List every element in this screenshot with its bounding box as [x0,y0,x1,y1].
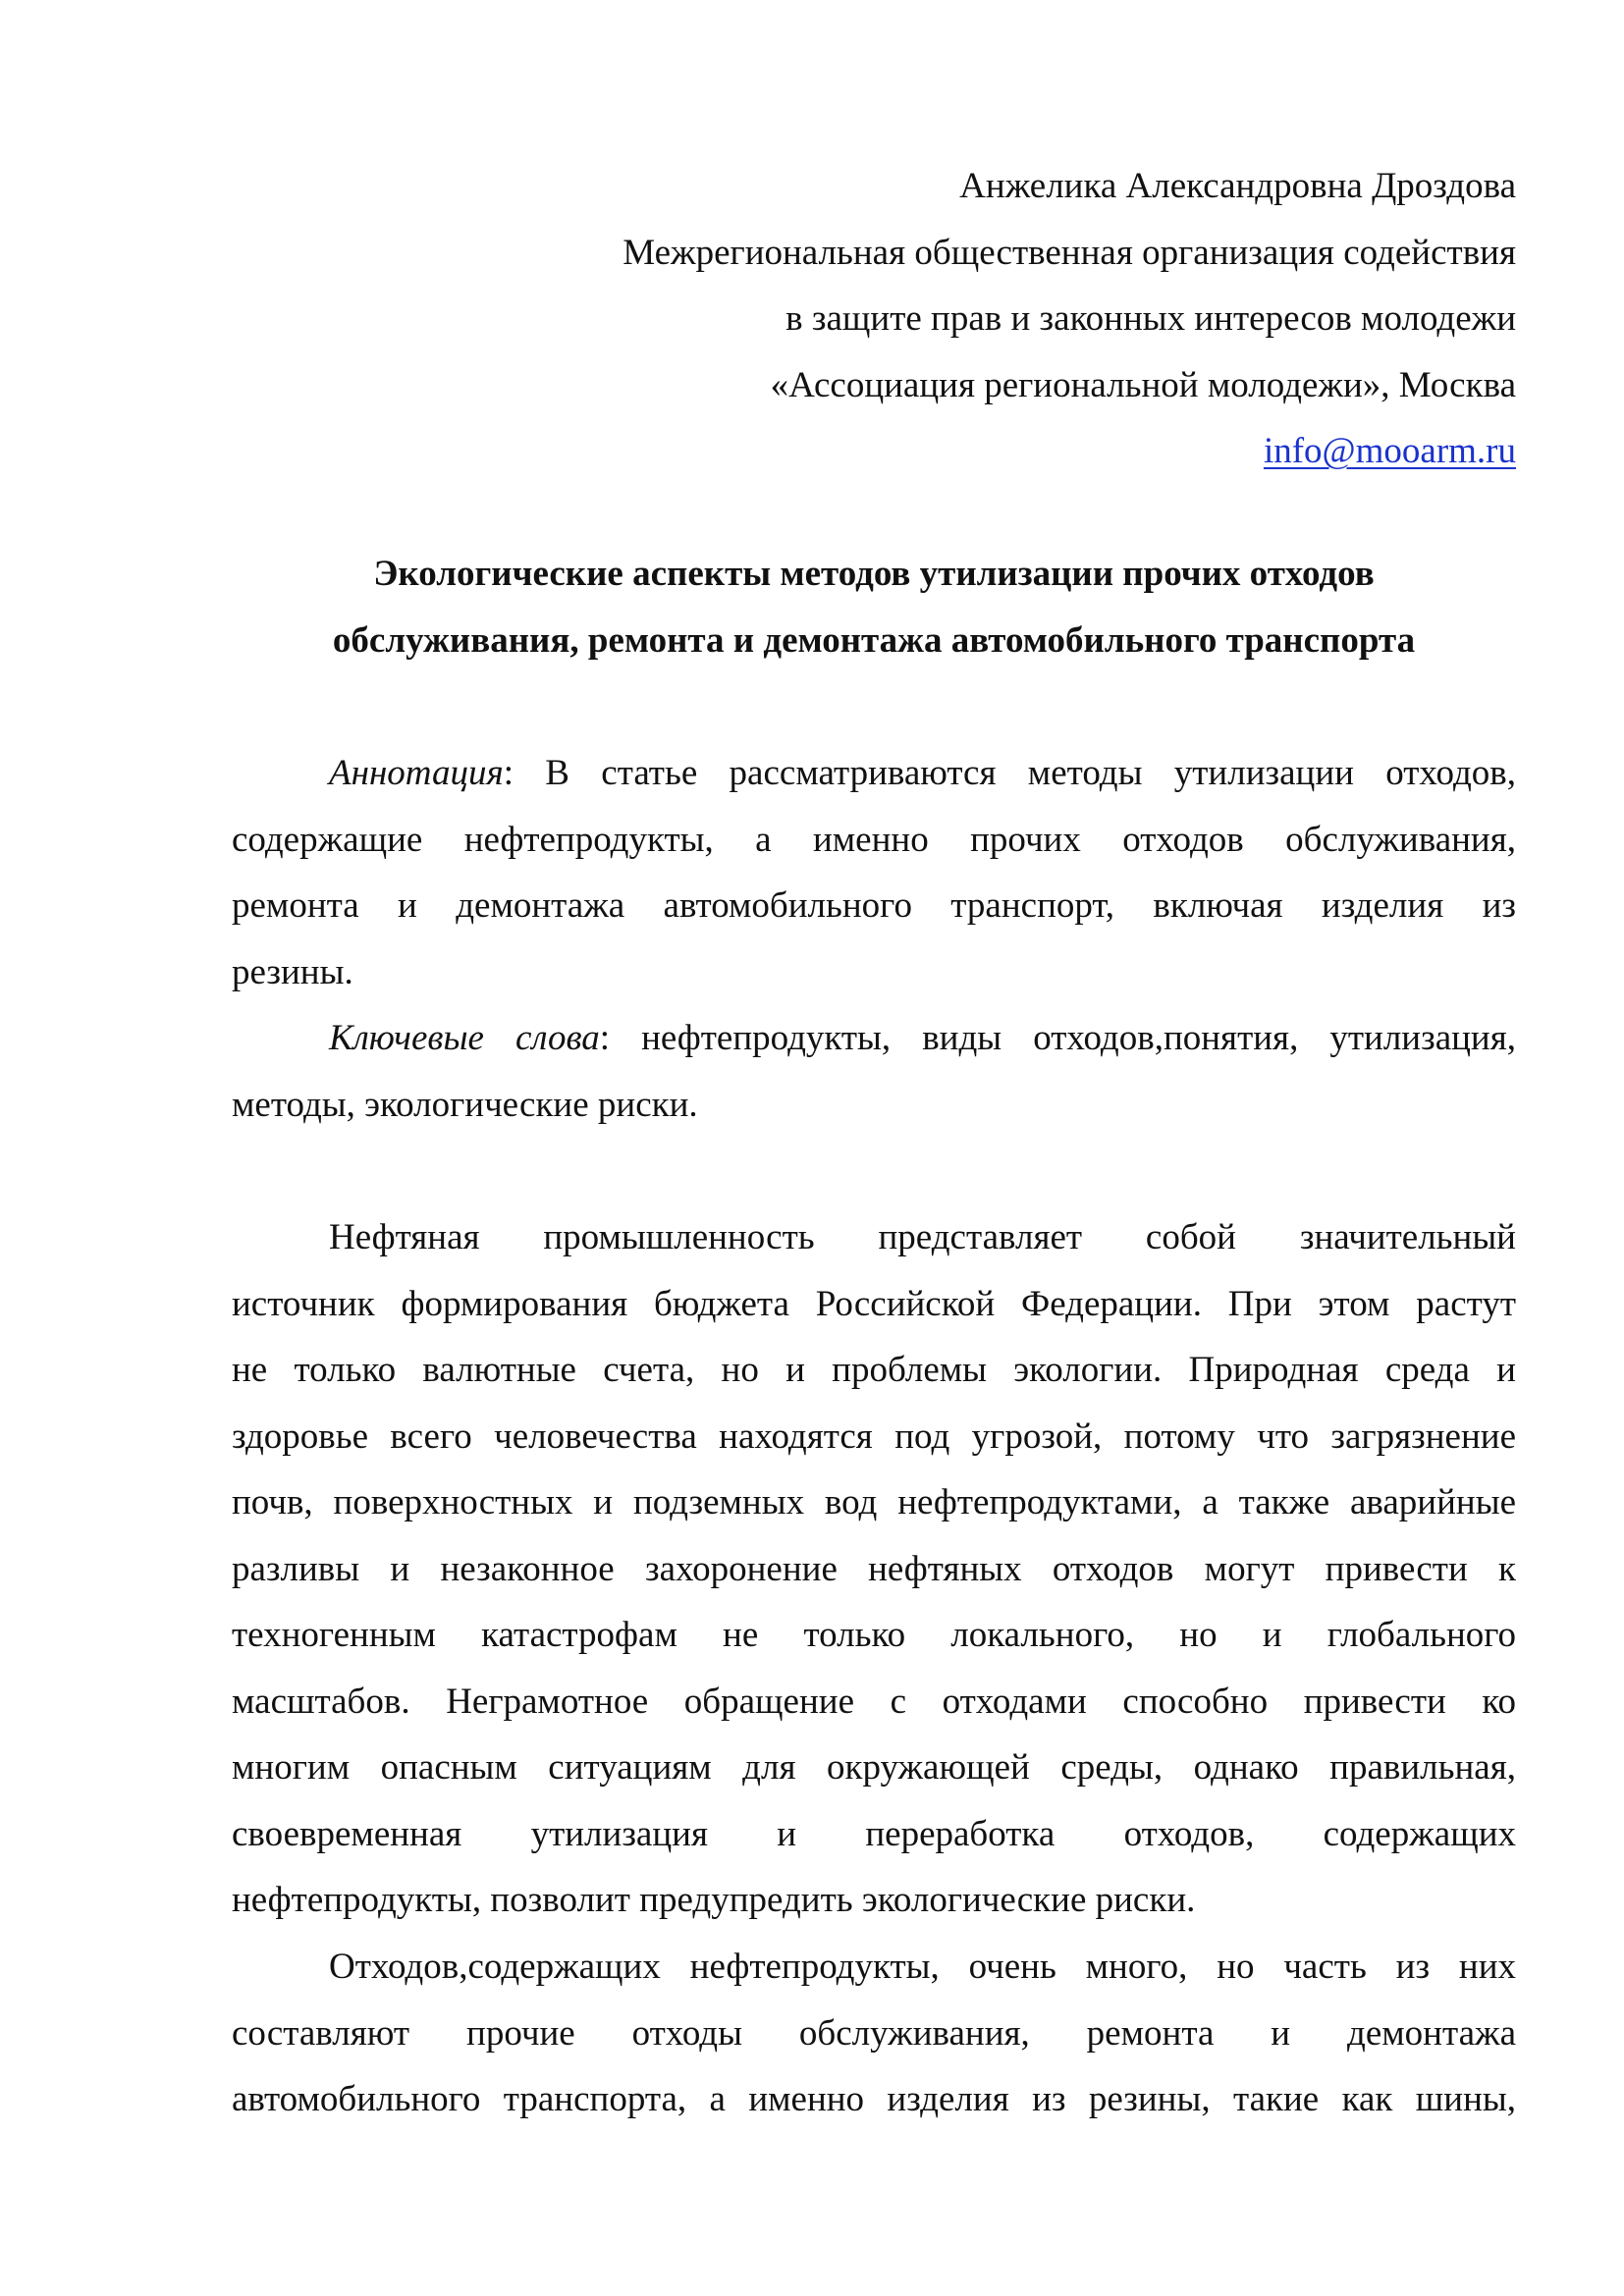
paragraph-line: Нефтяная промышленность представляет собой значительный [329,1217,1516,1257]
abstract-label: Аннотация [329,753,504,793]
paragraph-line: не только валютные счета, но и проблемы экологии. Природная среда и [232,1350,1516,1390]
title-line: Экологические аспекты методов утилизации прочих отходов [373,554,1375,594]
keywords-line [232,1005,1516,1072]
abstract-line: содержащие нефтепродукты, а именно прочих отходов обслуживания, [232,819,1516,860]
paragraph-line: Отходов,содержащих нефтепродукты, очень много, но часть из них [329,1947,1516,1987]
keywords-line: методы, экологические риски. [232,1084,698,1125]
abstract-line [232,740,1516,807]
abstract-line: ремонта и демонтажа автомобильного транспорт, включая изделия из [232,885,1516,926]
author-name: Анжелика Александровна Дроздова [959,166,1516,206]
paragraph-line: своевременная утилизация и переработка отходов, содержащих [232,1813,1516,1854]
paragraph-line: почв, поверхностных и подземных вод нефтепродуктами, а также аварийные [232,1482,1516,1522]
keywords-text: : нефтепродукты, виды отходов,понятия, утилизация, [599,1018,1517,1058]
paragraph-line: техногенным катастрофам не только локального, но и глобального [232,1615,1516,1655]
paragraph-line: автомобильного транспорта, а именно изделия из резины, такие как шины, [232,2079,1516,2119]
abstract-text: : В статье рассматриваются методы утилизации отходов, [503,753,1516,793]
paragraph-1 [232,1204,1516,1934]
author-block [232,153,1516,485]
paragraph-line: многим опасным ситуациям для окружающей среды, однако правильная, [232,1747,1516,1788]
paragraph-line: разливы и незаконное захоронение нефтяных отходов могут привести к [232,1548,1516,1589]
keywords-label: Ключевые слова [329,1018,600,1058]
author-email-link[interactable]: info@mooarm.ru [1263,431,1516,471]
author-email-line [232,418,1516,485]
abstract-line: резины. [232,951,353,992]
abstract [232,740,1516,1005]
article-title [232,541,1516,673]
paragraph-line: нефтепродукты, позволит предупредить экологические риски. [232,1880,1196,1920]
paragraph-line: источник формирования бюджета Российской Федерации. При этом растут [232,1283,1516,1324]
author-org-line: в защите прав и законных интересов молодежи [785,298,1516,339]
author-org-line: «Ассоциация региональной молодежи», Москва [770,364,1516,405]
paragraph-2 [232,1934,1516,2133]
author-org-line: Межрегиональная общественная организация содействия [623,232,1516,273]
title-line: обслуживания, ремонта и демонтажа автомобильного транспорта [332,619,1416,661]
paragraph-line: составляют прочие отходы обслуживания, ремонта и демонтажа [232,2012,1516,2054]
paragraph-line: здоровье всего человечества находятся под угрозой, потому что загрязнение [232,1415,1516,1457]
keywords [232,1005,1516,1138]
paragraph-line: масштабов. Неграмотное обращение с отходами способно привести ко [232,1681,1516,1722]
